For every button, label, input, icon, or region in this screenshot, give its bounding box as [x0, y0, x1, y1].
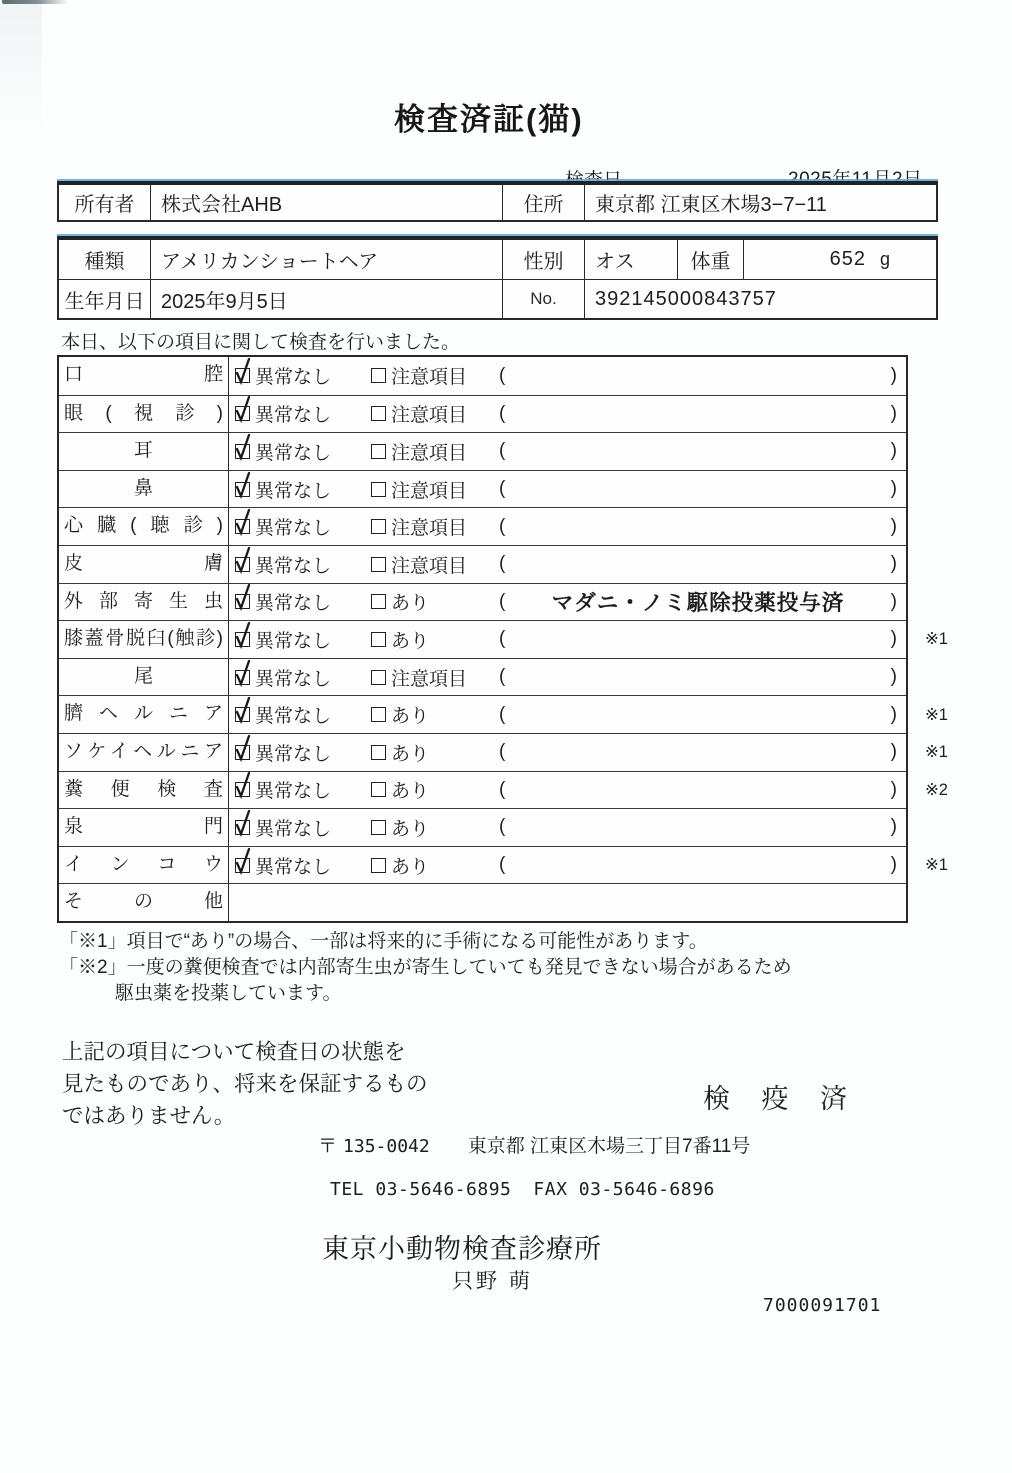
exam-item-label: 泉門 [59, 809, 229, 846]
exam-row-umbilical-hernia [59, 695, 948, 733]
birthdate-value: 2025年9月5日 [150, 280, 502, 318]
exam-item-label: その他 [59, 884, 229, 921]
present-label: あり [391, 743, 430, 765]
paren-close: ) [890, 402, 897, 424]
attention-option [371, 551, 499, 578]
no-abnormality-label: 異常なし [255, 818, 332, 840]
checked-checkbox [235, 707, 250, 722]
present-option [371, 739, 499, 766]
ref-mark: ※1 [924, 705, 948, 724]
present-label: あり [391, 706, 430, 728]
checked-checkbox [235, 745, 250, 760]
present-option [371, 626, 499, 653]
exam-row-ears [59, 432, 906, 470]
paren-open: ( [499, 364, 506, 386]
clinic-name: 東京小動物検査診療所 [322, 1234, 602, 1264]
paren-open: ( [499, 553, 506, 575]
attention-option [371, 362, 499, 389]
exam-row-nose [59, 470, 906, 508]
attention-label: 注意項目 [391, 555, 468, 577]
paren-close: ) [890, 478, 897, 500]
clinic-address: 東京都 江東区木場三丁目7番11号 [467, 1136, 751, 1157]
weight-number: 652 [829, 248, 866, 270]
disclaimer: 上記の項目について検査日の状態を 見たものであり、将来を保証するもの ではありません。 [62, 1040, 428, 1128]
present-label: あり [391, 593, 430, 615]
paren-close: ) [890, 703, 897, 725]
unchecked-checkbox [371, 707, 386, 722]
paren-open: ( [499, 666, 506, 688]
animal-table [57, 236, 938, 320]
paren-open: ( [499, 741, 506, 763]
page-title: 検査済証(猫) [394, 102, 584, 137]
unchecked-checkbox [371, 782, 386, 797]
exam-row-other [59, 883, 906, 921]
checked-checkbox [235, 406, 250, 421]
clinic-postal-address [318, 1131, 750, 1158]
no-abnormality-option [235, 626, 371, 653]
exam-row-oral [59, 357, 906, 395]
footnotes [59, 929, 792, 1007]
sex-label: 性別 [502, 240, 584, 279]
attention-label: 注意項目 [391, 442, 468, 464]
exam-row-eyes [59, 395, 906, 433]
attention-option [371, 400, 499, 427]
no-abnormality-label: 異常なし [255, 706, 332, 728]
exam-item-label: 眼(視診) [59, 396, 229, 433]
checked-checkbox [235, 670, 250, 685]
present-label: あり [391, 630, 430, 652]
paren-open: ( [499, 854, 506, 876]
exam-row-heart [59, 507, 906, 545]
exam-item-label: 外部寄生虫 [59, 584, 229, 621]
no-abnormality-label: 異常なし [255, 555, 332, 577]
attention-option [371, 476, 499, 503]
examiner-name: 只野 萌 [452, 1270, 533, 1293]
attention-label: 注意項目 [391, 518, 468, 540]
attention-option [371, 438, 499, 465]
paren-close: ) [890, 741, 897, 763]
footnote-2-continued: 駆虫薬を投薬しています。 [115, 983, 342, 1004]
exam-row-inkou [59, 846, 948, 884]
paren-open: ( [499, 778, 506, 800]
no-abnormality-option [235, 739, 371, 766]
paren-close: ) [890, 778, 897, 800]
id-number-value: 392145000843757 [584, 280, 936, 318]
scan-artifact-side [0, 4, 42, 134]
unchecked-checkbox [371, 594, 386, 609]
unchecked-checkbox [371, 482, 386, 497]
address-label: 住所 [502, 185, 584, 220]
footnote-1: 「※1」項目で“あり”の場合、一部は将来的に手術になる可能性があります。 [59, 931, 708, 952]
unchecked-checkbox [371, 632, 386, 647]
attention-option [371, 513, 499, 540]
paren-close: ) [890, 816, 897, 838]
checked-checkbox [235, 594, 250, 609]
present-option [371, 588, 499, 615]
exam-item-label: 鼻 [59, 471, 229, 508]
no-abnormality-label: 異常なし [255, 442, 332, 464]
paren-open: ( [499, 816, 506, 838]
unchecked-checkbox [371, 745, 386, 760]
no-abnormality-option [235, 664, 371, 691]
unchecked-checkbox [371, 368, 386, 383]
paren-open: ( [499, 590, 506, 612]
intro-text: 本日、以下の項目に関して検査を行いました。 [61, 332, 461, 353]
paren-close: ) [890, 364, 897, 386]
checked-checkbox [235, 519, 250, 534]
checked-checkbox [235, 368, 250, 383]
birthdate-label: 生年月日 [64, 290, 145, 313]
weight-label: 体重 [677, 240, 743, 279]
postal-mark: 〒 [318, 1136, 338, 1157]
no-abnormality-option [235, 588, 371, 615]
no-abnormality-label: 異常なし [255, 480, 332, 502]
owner-value: 株式会社AHB [150, 185, 502, 220]
owner-label: 所有者 [74, 194, 135, 216]
present-option [371, 776, 499, 803]
serial-number: 7000091701 [763, 1295, 882, 1316]
weight-value [743, 240, 936, 279]
no-abnormality-label: 異常なし [255, 743, 332, 765]
exam-row-ectoparasites [59, 583, 906, 621]
paren-close: ) [890, 590, 897, 612]
exam-item-label: 心臓(聴診) [59, 508, 229, 545]
exam-item-label: 膝蓋骨脱臼(触診) [59, 621, 229, 658]
paren-close: ) [890, 628, 897, 650]
no-abnormality-label: 異常なし [255, 856, 332, 878]
footnote-2: 「※2」一度の糞便検査では内部寄生虫が寄生していても発見できない場合があるため [59, 957, 792, 978]
clinic-phone-line [330, 1179, 715, 1200]
no-abnormality-option [235, 776, 371, 803]
no-abnormality-option [235, 814, 371, 841]
no-abnormality-option [235, 551, 371, 578]
breed-value: アメリカンショートヘア [150, 240, 502, 279]
attention-option [371, 664, 499, 691]
exam-row-patella [59, 620, 948, 658]
attention-label: 注意項目 [391, 405, 468, 427]
unchecked-checkbox [371, 557, 386, 572]
fax-number: FAX 03-5646-6896 [533, 1179, 715, 1200]
address-value: 東京都 江東区木場3−7−11 [584, 185, 936, 220]
exam-other-empty-cell [229, 884, 906, 921]
paren-open: ( [499, 478, 506, 500]
present-option [371, 852, 499, 879]
unchecked-checkbox [371, 519, 386, 534]
no-abnormality-label: 異常なし [255, 405, 332, 427]
no-abnormality-option [235, 476, 371, 503]
attention-label: 注意項目 [391, 367, 468, 389]
owner-table [57, 181, 938, 222]
unchecked-checkbox [371, 670, 386, 685]
ref-mark: ※2 [924, 780, 948, 799]
present-label: あり [391, 856, 430, 878]
no-abnormality-label: 異常なし [255, 593, 332, 615]
unchecked-checkbox [371, 444, 386, 459]
checked-checkbox [235, 820, 250, 835]
paren-close: ) [890, 440, 897, 462]
present-option [371, 814, 499, 841]
exam-row-fecal-exam [59, 771, 948, 809]
exam-table [57, 355, 948, 923]
checked-checkbox [235, 482, 250, 497]
sex-value: オス [584, 240, 677, 279]
no-abnormality-option [235, 362, 371, 389]
weight-unit: g [879, 249, 890, 269]
no-abnormality-option [235, 852, 371, 879]
checked-checkbox [235, 444, 250, 459]
unchecked-checkbox [371, 406, 386, 421]
present-option [371, 701, 499, 728]
paren-open: ( [499, 515, 506, 537]
exam-item-label: 尾 [59, 659, 229, 696]
checked-checkbox [235, 858, 250, 873]
checked-checkbox [235, 557, 250, 572]
exam-item-label: 口腔 [59, 357, 229, 395]
no-abnormality-option [235, 513, 371, 540]
tel-number: TEL 03-5646-6895 [330, 1179, 512, 1200]
checked-checkbox [235, 782, 250, 797]
paren-close: ) [890, 515, 897, 537]
no-abnormality-label: 異常なし [255, 367, 332, 389]
paren-close: ) [890, 854, 897, 876]
paren-open: ( [499, 440, 506, 462]
exam-item-label: ソケイヘルニア [59, 734, 229, 771]
paren-open: ( [499, 402, 506, 424]
ref-mark: ※1 [924, 630, 948, 649]
paren-close: ) [890, 553, 897, 575]
id-number-label: No. [502, 280, 584, 318]
exam-item-label: 皮膚 [59, 546, 229, 583]
attention-label: 注意項目 [391, 668, 468, 690]
present-label: あり [391, 818, 430, 840]
exam-item-label: インコウ [59, 847, 229, 884]
paren-close: ) [890, 666, 897, 688]
no-abnormality-label: 異常なし [255, 781, 332, 803]
paren-open: ( [499, 703, 506, 725]
ref-mark: ※1 [924, 743, 948, 762]
exam-note: マダニ・ノミ駆除投薬投与済 [551, 591, 845, 616]
no-abnormality-label: 異常なし [255, 668, 332, 690]
paren-open: ( [499, 628, 506, 650]
exam-row-fontanelle [59, 808, 906, 846]
exam-row-inguinal-hernia [59, 733, 948, 771]
no-abnormality-option [235, 400, 371, 427]
exam-item-label: 糞便検査 [59, 772, 229, 809]
exam-item-label: 臍ヘルニア [59, 696, 229, 733]
unchecked-checkbox [371, 858, 386, 873]
no-abnormality-label: 異常なし [255, 630, 332, 652]
no-abnormality-option [235, 438, 371, 465]
no-abnormality-label: 異常なし [255, 518, 332, 540]
exam-row-tail [59, 658, 906, 696]
no-abnormality-option [235, 701, 371, 728]
attention-label: 注意項目 [391, 480, 468, 502]
breed-label: 種類 [84, 251, 125, 273]
exam-item-label: 耳 [59, 433, 229, 470]
exam-row-skin [59, 545, 906, 583]
quarantine-stamp: 検 疫 済 [703, 1084, 860, 1114]
checked-checkbox [235, 632, 250, 647]
postal-code: 135-0042 [343, 1136, 430, 1157]
unchecked-checkbox [371, 820, 386, 835]
ref-mark: ※1 [924, 856, 948, 875]
present-label: あり [391, 781, 430, 803]
